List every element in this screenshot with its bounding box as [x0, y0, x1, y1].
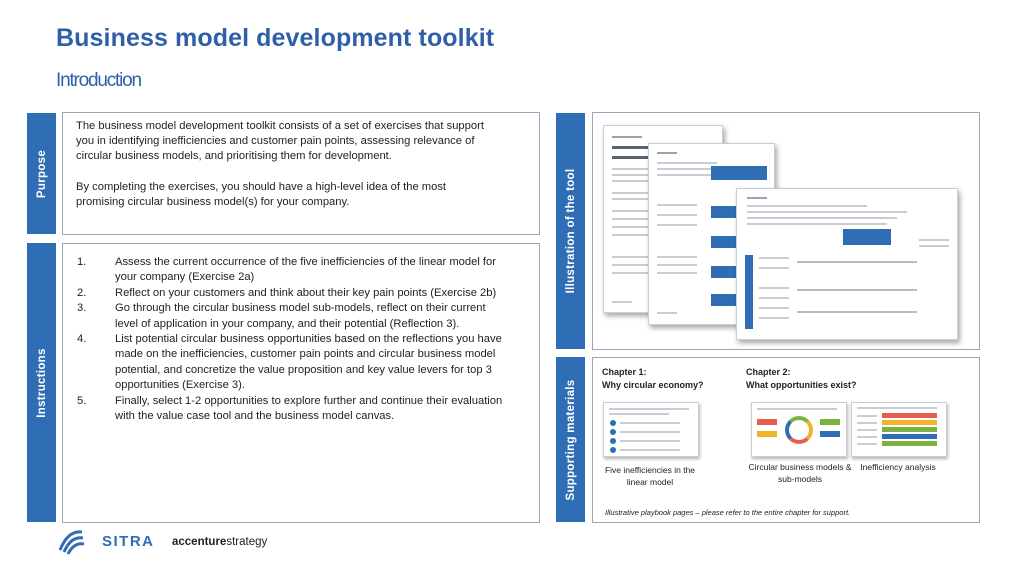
chapter-1-heading [602, 366, 704, 392]
five-inefficiencies-caption: Five inefficiencies in the linear model [604, 465, 696, 487]
page-subtitle: Introduction [56, 70, 141, 91]
sitra-logo: SITRA [102, 533, 155, 550]
page-title: Business model development toolkit [56, 24, 495, 52]
chapter-2-label: Chapter 2: [746, 367, 791, 377]
circular-models-thumbnail [751, 402, 847, 457]
purpose-label: Purpose [35, 149, 48, 198]
instruction-number: 3. [77, 302, 87, 315]
sitra-symbol [56, 528, 86, 556]
chapter-2-title: What opportunities exist? [746, 380, 857, 390]
instruction-text: Finally, select 1-2 opportunities to explore further and continue their evaluation with the value case tool and the business model canvas. [115, 394, 503, 423]
illustration-label: Illustration of the tool [564, 168, 577, 294]
instruction-number: 2. [77, 286, 87, 299]
instructions-list [77, 255, 507, 424]
chapter-2-heading [746, 366, 857, 392]
accenture-logo [172, 536, 267, 548]
instructions-box [62, 243, 540, 523]
instructions-label: Instructions [35, 347, 48, 418]
purpose-paragraph-2: By completing the exercises, you should have a high-level idea of the most promising circular business model(s) for your company. [76, 181, 447, 208]
instruction-number: 1. [77, 256, 87, 268]
circular-models-caption: Circular business models & sub-models [748, 462, 852, 484]
chapter-1-title: Why circular economy? [602, 380, 704, 390]
accenture-logo-part: strategy [226, 536, 268, 548]
supporting-side-label [556, 357, 585, 522]
inefficiency-analysis-caption: Inefficiency analysis [860, 462, 936, 472]
accenture-logo-part: accenture [172, 536, 227, 548]
instruction-item [77, 286, 507, 301]
supporting-footnote: Illustrative playbook pages – please refer to the entire chapter for support. [605, 508, 851, 517]
purpose-side-label [27, 113, 56, 234]
illustration-side-label [556, 113, 585, 349]
purpose-paragraph-1: The business model development toolkit consists of a set of exercises that support you in identifying inefficiencies and customer pain points, assessing relevance of circular business models, and prioritising them for development. [76, 120, 484, 162]
instruction-text: Assess the current occurrence of the five inefficiencies of the linear model for your company (Exercise 2a) [115, 256, 496, 284]
instructions-side-label [27, 243, 56, 522]
inefficiency-analysis-thumbnail [851, 402, 947, 457]
instruction-text: Reflect on your customers and think about their key pain points (Exercise 2b) [115, 286, 497, 299]
instruction-item [77, 301, 507, 332]
instruction-text: List potential circular business opportunities based on the reflections you have made on the inefficiencies, customer pain points and circular business model potential, and concretize the value proposition and key value levers for top 3 opportunities (Exercise 3). [115, 333, 502, 392]
chapter-1-label: Chapter 1: [602, 367, 647, 377]
purpose-box [62, 112, 540, 235]
supporting-box [592, 357, 980, 523]
instruction-number: 5. [77, 394, 87, 407]
instruction-text: Go through the circular business model sub-models, reflect on their current level of application in your company, and their potential (Reflection 3). [115, 302, 486, 330]
toolkit-page-preview [736, 188, 958, 340]
illustration-box [592, 112, 980, 350]
instruction-item [77, 332, 507, 394]
five-inefficiencies-thumbnail [603, 402, 699, 457]
instruction-item [77, 394, 507, 425]
supporting-label: Supporting materials [564, 378, 577, 501]
instruction-item [77, 255, 507, 286]
instruction-number: 4. [77, 333, 87, 346]
